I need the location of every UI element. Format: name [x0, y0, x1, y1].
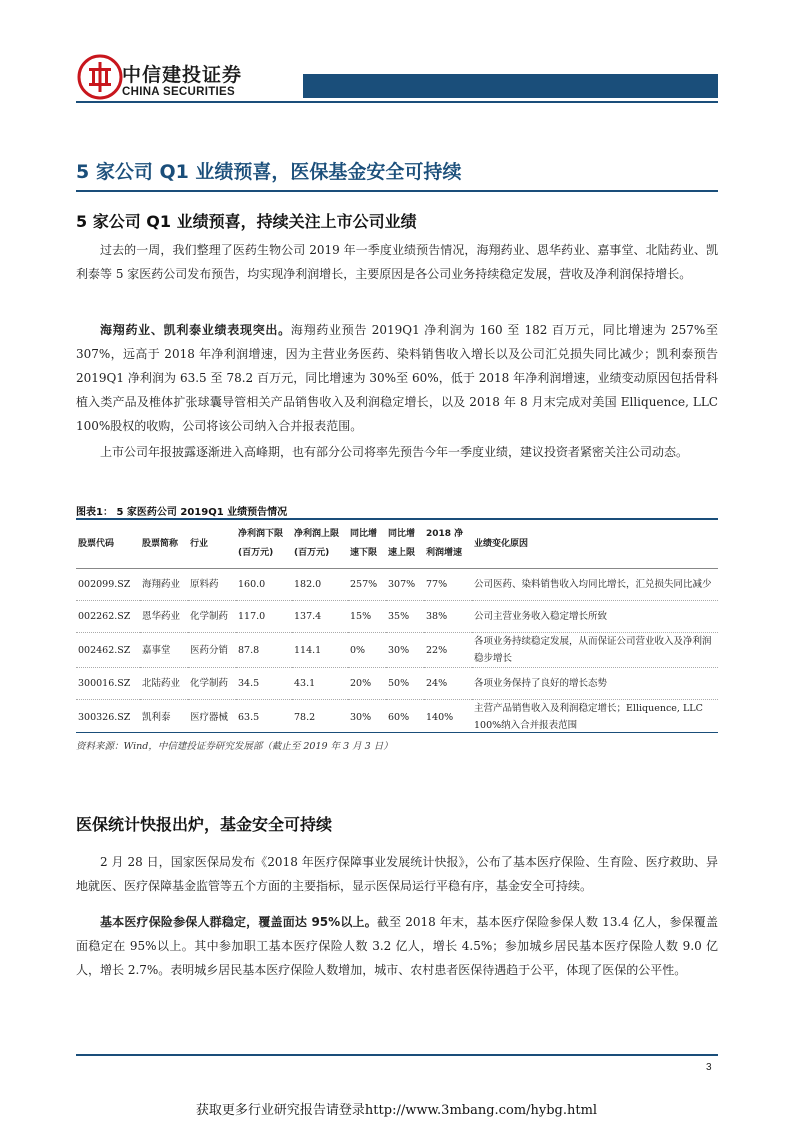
cell-profit-high: 78.2	[294, 711, 316, 723]
table-bottom-rule	[76, 732, 718, 733]
cell-growth-high: 307%	[386, 569, 424, 601]
cell-reason: 各项业务保持了良好的增长态势	[472, 668, 718, 700]
paragraph-intro: 过去的一周，我们整理了医药生物公司 2019 年一季度业绩预告情况，海翔药业、恩华药业、嘉事堂、北陆药业、凯利泰等 5 家医药公司发布预告，均实现净利润增长，主要原因是各公司业务持续稳定发展，营收及净利润保持增长。	[76, 243, 718, 281]
cell-profit-high: 114.1	[292, 633, 348, 668]
table-row	[76, 601, 718, 633]
cell-growth-low: 257%	[348, 569, 386, 601]
cell-growth-2018: 77%	[424, 569, 472, 601]
table-row	[76, 700, 718, 735]
cell-industry: 原料药	[188, 569, 236, 601]
cell-industry: 化学制药	[188, 668, 236, 700]
header-divider	[76, 101, 718, 103]
col-header-growth-high: 同比增速上限	[386, 520, 424, 569]
cell-code: 002262.SZ	[76, 601, 140, 633]
cell-profit-low: 160.0	[236, 569, 292, 601]
cell-growth-high: 60%	[388, 711, 410, 723]
cell-growth-2018: 22%	[424, 633, 472, 668]
cell-growth-low: 15%	[348, 601, 386, 633]
cell-growth-high: 35%	[386, 601, 424, 633]
cell-code: 002099.SZ	[76, 569, 140, 601]
col-header-profit-low: 净利润下限(百万元)	[236, 520, 292, 569]
cell-reason: 各项业务持续稳定发展，从而保证公司营业收入及净利润稳步增长	[472, 633, 718, 668]
cell-name: 北陆药业	[140, 668, 188, 700]
cell-growth-2018: 38%	[424, 601, 472, 633]
paragraph-outlook: 上市公司年报披露逐渐进入高峰期，也有部分公司将率先预告今年一季度业绩，建议投资者紧密关注公司动态。	[100, 445, 689, 459]
footer-divider	[76, 1054, 718, 1056]
cell-profit-low: 63.5	[238, 711, 260, 723]
paragraph-highlight-body: 海翔药业预告 2019Q1 净利润为 160 至 182 百万元，同比增速为 257%至 307%，远高于 2018 年净利润增速，因为主营业务医药、染料销售收入增长以及公司汇兑损失同比减少；凯利泰预告 2019Q1 净利润为 63.5 至 78.2 百万元，同比增速为 30%至 60%，低于 2018 年净利润增速，业绩变动原因包括骨科植入类产品及椎体扩张球囊导管相关产品销售收入及利润稳定增长，以及 2018 年 8 月末完成对美国 Elliquence, LLC 100%股权的收购，公司将该公司纳入合并报表范围。	[76, 323, 718, 433]
cell-growth-low: 0%	[348, 633, 386, 668]
cell-growth-low: 30%	[350, 711, 372, 723]
paragraph-coverage-body: 截至 2018 年末，基本医疗保险参保人数 13.4 亿人，参保覆盖面稳定在 95%以上。其中参加职工基本医疗保险人数 3.2 亿人，增长 4.5%；参加城乡居民基本医疗保险人数 9.0 亿人，增长 2.7%。表明城乡居民基本医疗保险人数增加，城市、农村患者医保待遇趋于公平，体现了医保的公平性。	[76, 915, 718, 977]
cell-name: 凯利泰	[142, 711, 171, 723]
cell-reason: 公司医药、染料销售收入均同比增长，汇兑损失同比减少	[472, 569, 718, 601]
cell-profit-low: 117.0	[236, 601, 292, 633]
cell-code: 002462.SZ	[76, 633, 140, 668]
cell-growth-low: 20%	[348, 668, 386, 700]
cell-code: 300016.SZ	[76, 668, 140, 700]
cell-growth-2018: 24%	[424, 668, 472, 700]
cell-reason: 主营产品销售收入及利润稳定增长；Elliquence, LLC 100%纳入合并报表范围	[474, 703, 703, 731]
table-header-row	[76, 520, 718, 569]
cell-name: 恩华药业	[140, 601, 188, 633]
cell-industry: 医疗器械	[190, 711, 229, 723]
cell-growth-high: 50%	[386, 668, 424, 700]
cell-name: 海翔药业	[140, 569, 188, 601]
forecast-table	[76, 520, 718, 734]
cell-growth-high: 30%	[386, 633, 424, 668]
col-header-profit-high: 净利润上限(百万元)	[292, 520, 348, 569]
cell-profit-high: 182.0	[292, 569, 348, 601]
col-header-growth-2018: 2018 净利润增速	[424, 520, 472, 569]
col-header-industry: 行业	[188, 520, 236, 569]
section-title-underline	[76, 190, 718, 192]
header-accent-bar	[303, 74, 718, 98]
paragraph-insurance-coverage	[76, 910, 718, 982]
subsection-heading-insurance: 医保统计快报出炉，基金安全可持续	[76, 815, 333, 834]
paragraph-highlight	[76, 318, 718, 438]
cell-profit-high: 43.1	[292, 668, 348, 700]
table-caption: 图表1： 5 家医药公司 2019Q1 业绩预告情况	[76, 507, 288, 518]
paragraph-highlight-lead: 海翔药业、凯利泰业绩表现突出。	[100, 323, 291, 337]
col-header-name: 股票简称	[140, 520, 188, 569]
col-header-growth-low: 同比增速下限	[348, 520, 386, 569]
cell-growth-2018: 140%	[426, 711, 454, 723]
table-source-note: 资料来源：Wind，中信建投证券研究发展部（截止至 2019 年 3 月 3 日）	[76, 741, 393, 752]
paragraph-insurance-intro: 2 月 28 日，国家医保局发布《2018 年医疗保障事业发展统计快报》，公布了基本医疗保险、生育险、医疗救助、异地就医、医疗保障基金监管等五个方面的主要指标，显示医保局运行平稳有序，基金安全可持续。	[76, 855, 718, 893]
page-header	[0, 0, 793, 110]
section-title: 5 家公司 Q1 业绩预喜，医保基金安全可持续	[76, 161, 462, 183]
bottom-promo-note: 获取更多行业研究报告请登录http://www.3mbang.com/hybg.html	[195, 1103, 598, 1118]
table-row	[76, 668, 718, 700]
cell-industry: 医药分销	[188, 633, 236, 668]
page-number: 3	[706, 1062, 712, 1073]
cell-name: 嘉事堂	[140, 633, 188, 668]
brand-name-en: CHINA SECURITIES	[122, 86, 235, 98]
subsection-heading-q1: 5 家公司 Q1 业绩预喜，持续关注上市公司业绩	[76, 212, 417, 231]
paragraph-coverage-lead: 基本医疗保险参保人群稳定，覆盖面达 95%以上。	[100, 915, 377, 929]
col-header-code: 股票代码	[76, 520, 140, 569]
cell-profit-low: 34.5	[236, 668, 292, 700]
cell-profit-high: 137.4	[292, 601, 348, 633]
brand-name-cn: 中信建投证券	[122, 64, 243, 86]
cell-reason: 公司主营业务收入稳定增长所致	[472, 601, 718, 633]
table-row	[76, 569, 718, 601]
cell-profit-low: 87.8	[236, 633, 292, 668]
table-row	[76, 633, 718, 668]
cell-industry: 化学制药	[188, 601, 236, 633]
col-header-reason: 业绩变化原因	[472, 520, 718, 569]
cell-code: 300326.SZ	[78, 711, 131, 723]
